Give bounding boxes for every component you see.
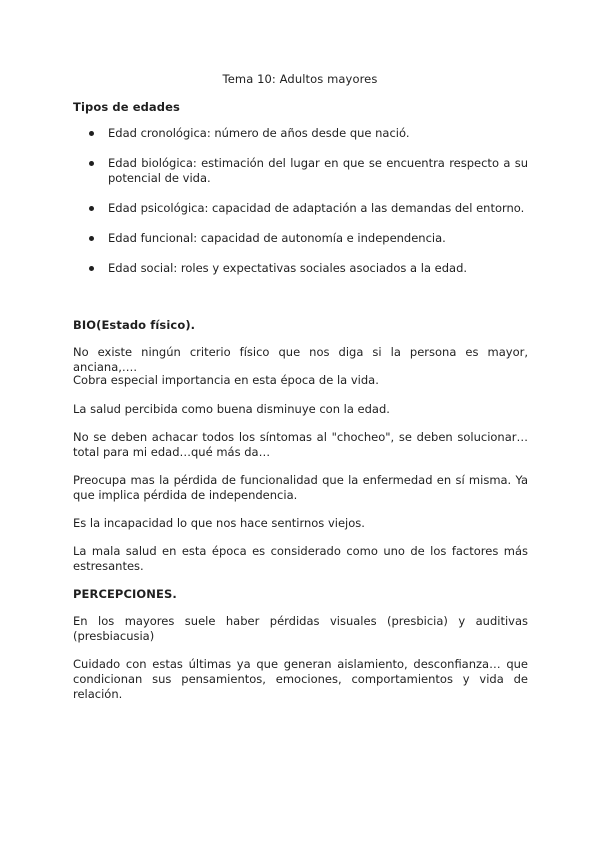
list-item: Edad psicológica: capacidad de adaptación a las demandas del entorno. <box>73 201 528 216</box>
section-heading-percepciones: PERCEPCIONES. <box>73 587 177 601</box>
paragraph: Es la incapacidad lo que nos hace sentirnos viejos. <box>73 516 365 530</box>
section-heading-tipos: Tipos de edades <box>73 100 180 114</box>
paragraph: No se deben achacar todos los síntomas al "chocheo", se deben solucionar…total para mi edad…qué más da… <box>73 430 528 459</box>
bullet-list <box>73 126 528 291</box>
page-title: Tema 10: Adultos mayores <box>222 72 378 86</box>
paragraph: Cobra especial importancia en esta época de la vida. <box>73 373 379 387</box>
paragraph: La salud percibida como buena disminuye con la edad. <box>73 402 390 416</box>
bullet-icon <box>89 206 94 211</box>
paragraph: Preocupa mas la pérdida de funcionalidad que la enfermedad en sí misma. Ya que implica pérdida de independencia. <box>73 473 528 502</box>
list-item: Edad funcional: capacidad de autonomía e independencia. <box>73 231 528 246</box>
paragraph: Cuidado con estas últimas ya que generan aislamiento, desconfianza… que condicionan sus pensamientos, emociones, comportamientos y vida de relación. <box>73 657 528 701</box>
section-heading-bio: BIO(Estado físico). <box>73 318 196 332</box>
list-item: Edad cronológica: número de años desde que nació. <box>73 126 528 141</box>
bullet-icon <box>89 131 94 136</box>
list-item: Edad biológica: estimación del lugar en que se encuentra respecto a su potencial de vida. <box>73 156 528 186</box>
bullet-icon <box>89 161 94 166</box>
bullet-icon <box>89 236 94 241</box>
list-item: Edad social: roles y expectativas sociales asociados a la edad. <box>73 261 528 276</box>
paragraph: No existe ningún criterio físico que nos diga si la persona es mayor, anciana,…. <box>73 345 528 374</box>
paragraph: En los mayores suele haber pérdidas visuales (presbicia) y auditivas (presbiacusia) <box>73 614 528 643</box>
bullet-icon <box>89 266 94 271</box>
paragraph: La mala salud en esta época es considerado como uno de los factores más estresantes. <box>73 544 528 573</box>
